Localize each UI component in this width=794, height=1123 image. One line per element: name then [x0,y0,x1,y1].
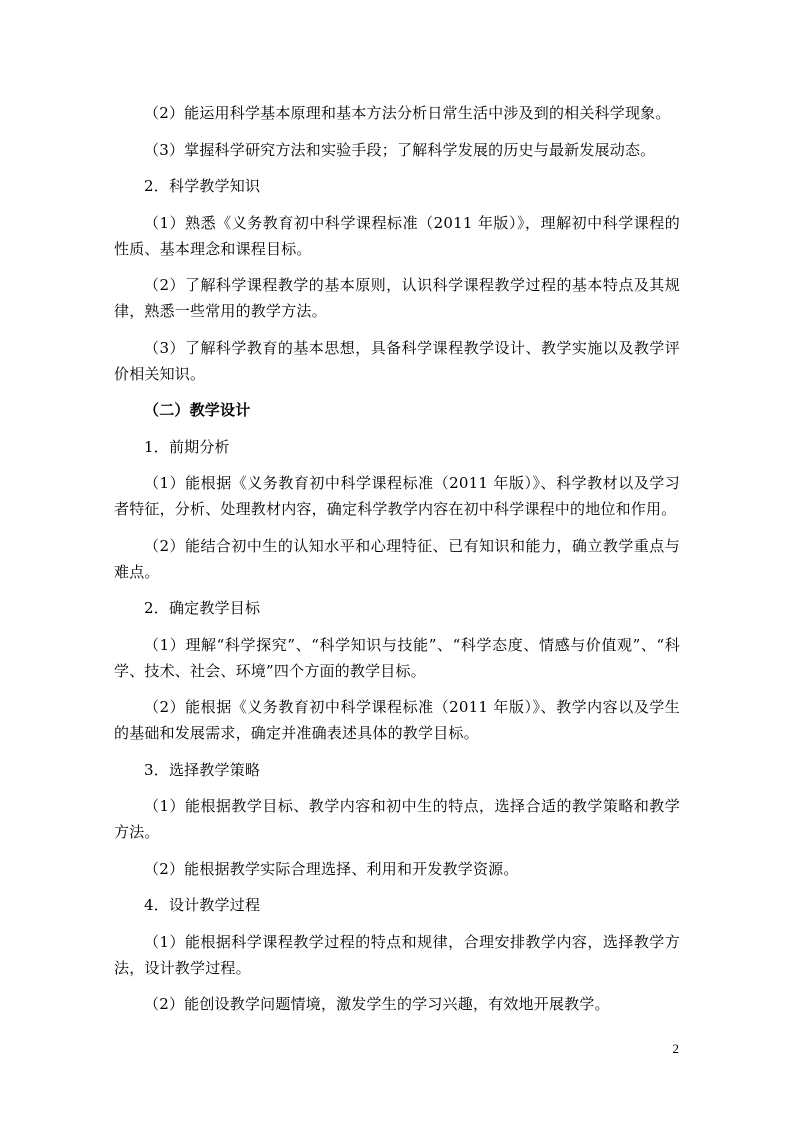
section-heading-science-teaching-knowledge: 2．科学教学知识 [144,177,261,195]
paragraph-objectives-2: （2）能根据《义务教育初中科学课程标准（2011 年版）》、教学内容以及学生的基础和发展需求，确定并准确表述具体的教学目标。 [114,698,680,742]
paragraph-analysis-2: （2）能结合初中生的认知水平和心理特征、已有知识和能力，确立教学重点与难点。 [114,536,680,581]
section-heading-preliminary-analysis: 1．前期分析 [144,437,230,456]
paragraph-process-2: （2）能创设教学问题情境，激发学生的学习兴趣，有效地开展教学。 [144,995,610,1013]
chapter-heading-teaching-design: （二）教学设计 [144,401,251,419]
section-heading-teaching-objectives: 2．确定教学目标 [144,599,261,617]
paragraph-objectives-1: （1）理解“科学探究”、“科学知识与技能”、“科学态度、情感与价值观”、“科学、技术、社会、环境”四个方面的教学目标。 [114,635,680,680]
paragraph-2-1-2: （2）能运用科学基本原理和基本方法分析日常生活中涉及到的相关科学现象。 [144,104,671,122]
paragraph-strategy-2: （2）能根据教学实际合理选择、利用和开发教学资源。 [144,859,519,878]
page-number: 2 [672,1041,679,1056]
paragraph-2-2-1: （1）熟悉《义务教育初中科学课程标准（2011 年版）》，理解初中科学课程的性质、基本理念和课程目标。 [114,213,680,258]
paragraph-2-1-3: （3）掌握科学研究方法和实验手段；了解科学发展的历史与最新发展动态。 [144,140,656,159]
paragraph-2-2-2: （2）了解科学课程教学的基本原则，认识科学课程教学过程的基本特点及其规律，熟悉一些常用的教学方法。 [114,276,680,320]
paragraph-strategy-1: （1）能根据教学目标、教学内容和初中生的特点，选择合适的教学策略和教学方法。 [114,797,680,841]
section-heading-teaching-strategy: 3．选择教学策略 [144,760,261,779]
paragraph-process-1: （1）能根据科学课程教学过程的特点和规律，合理安排教学内容，选择教学方法，设计教学过程。 [114,932,680,977]
paragraph-2-2-3: （3）了解科学教育的基本思想，具备科学课程教学设计、教学实施以及教学评价相关知识。 [114,338,680,383]
section-heading-teaching-process: 4．设计教学过程 [144,896,261,914]
page-content [114,100,680,1028]
paragraph-analysis-1: （1）能根据《义务教育初中科学课程标准（2011 年版）》、科学教材以及学习者特征，分析、处理教材内容，确定科学教学内容在初中科学课程中的地位和作用。 [114,474,680,518]
